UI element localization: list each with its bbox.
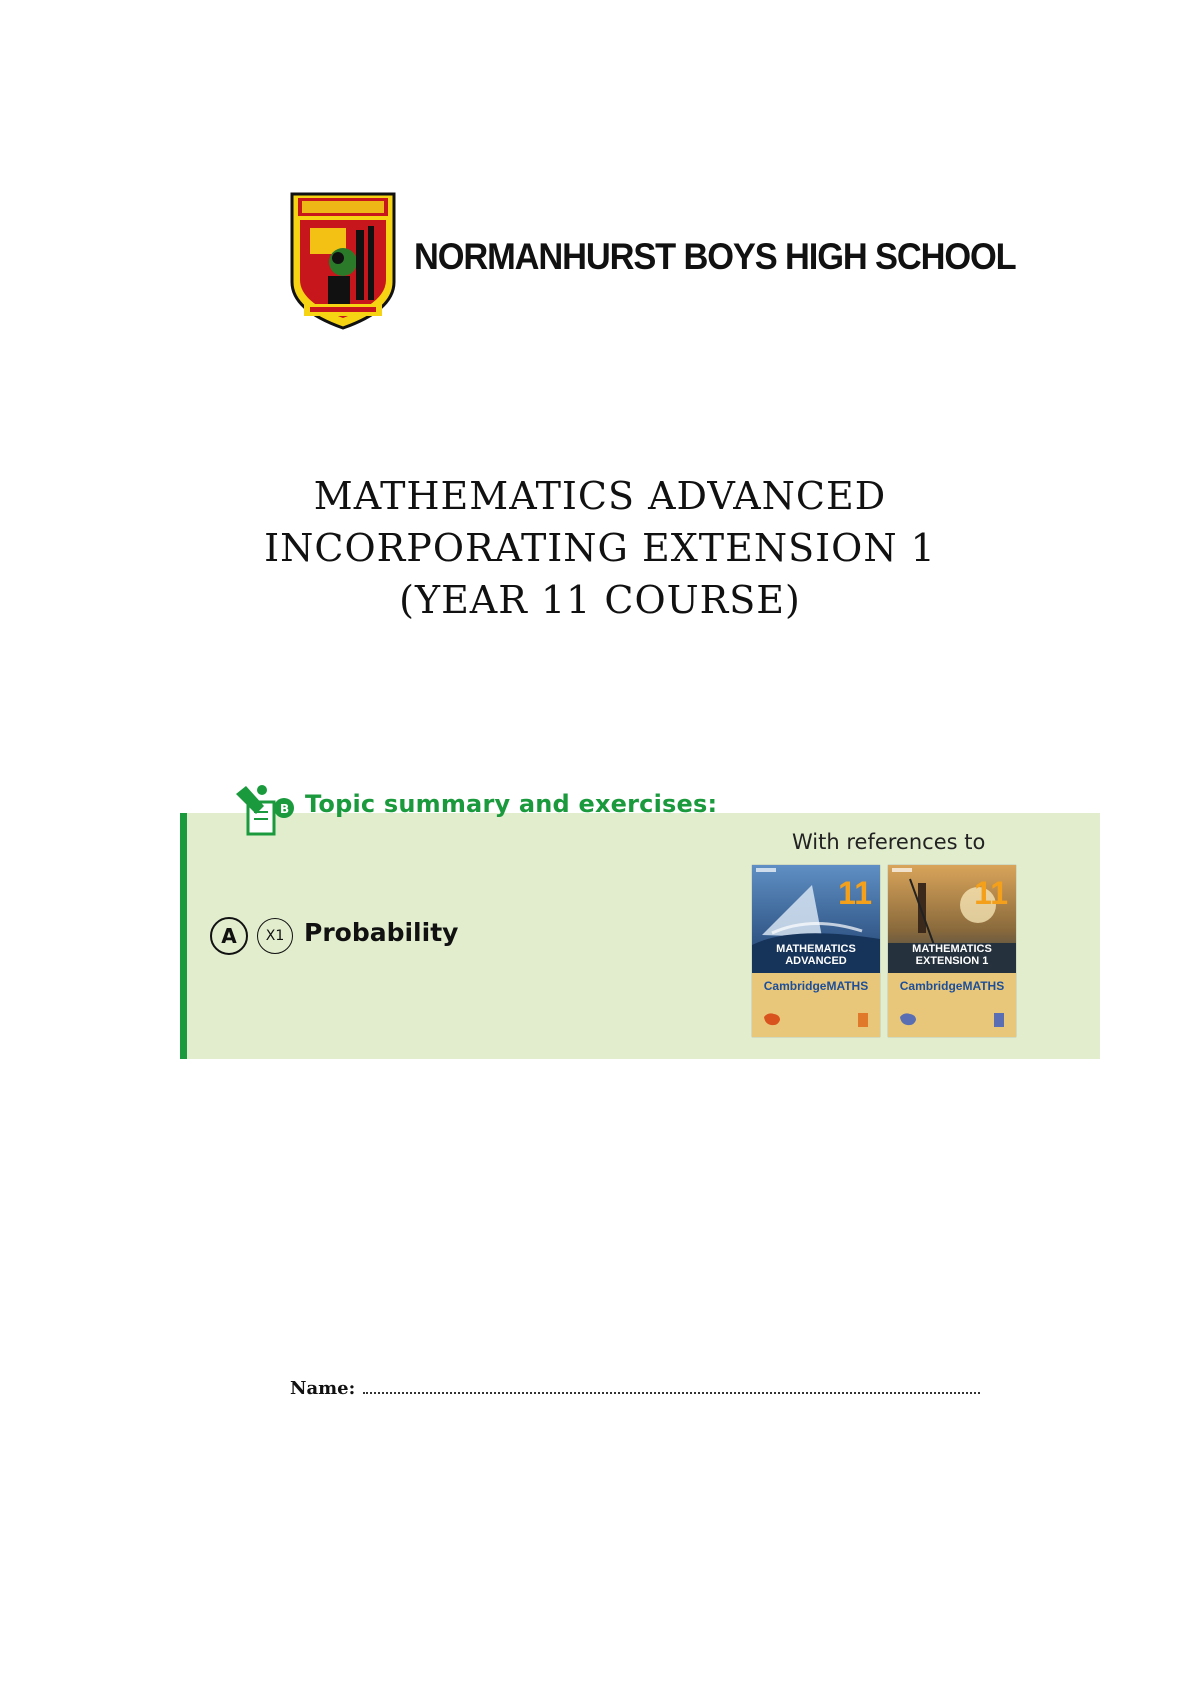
extension1-badge-icon: [257, 918, 293, 954]
extension1-badge-label: X1: [265, 928, 285, 944]
title-line-2: INCORPORATING EXTENSION 1: [264, 526, 936, 570]
book-cover-mathematics-extension-1: [888, 865, 1016, 1037]
publisher-mark: [756, 868, 776, 872]
book-tag-icon: [858, 1013, 868, 1027]
name-label: Name:: [290, 1378, 356, 1399]
book-title: MATHEMATICS ADVANCED: [776, 943, 856, 967]
svg-text:B: B: [280, 802, 290, 816]
pencil-notebook-icon: [234, 782, 296, 838]
australia-map-icon: [898, 1011, 918, 1027]
title-line-3: (YEAR 11 COURSE): [399, 578, 801, 622]
name-field[interactable]: [290, 1378, 980, 1399]
school-crest-logo: [288, 190, 398, 332]
references-label: With references to: [792, 830, 986, 854]
name-dotted-line[interactable]: [363, 1378, 980, 1394]
book-brand: CambridgeMATHS: [763, 979, 869, 993]
book-brand: CambridgeMATHS: [899, 979, 1005, 993]
publisher-mark: [892, 868, 912, 872]
book-cover-mathematics-advanced: [752, 865, 880, 1037]
book-title: MATHEMATICS EXTENSION 1: [912, 943, 992, 967]
topic-panel-accent-bar: [180, 813, 187, 1059]
document-title: [0, 470, 1200, 626]
australia-map-icon: [762, 1011, 782, 1027]
book-year-number: 11: [974, 875, 1008, 911]
title-line-1: MATHEMATICS ADVANCED: [313, 474, 887, 518]
school-name: NORMANHURST BOYS HIGH SCHOOL: [414, 236, 1016, 277]
book-tag-icon: [994, 1013, 1004, 1027]
advanced-badge-icon: [210, 917, 248, 955]
book-year-number: 11: [838, 875, 872, 911]
advanced-badge-label: A: [221, 924, 237, 948]
topic-heading: Topic summary and exercises:: [305, 790, 718, 818]
topic-name: Probability: [304, 918, 459, 947]
